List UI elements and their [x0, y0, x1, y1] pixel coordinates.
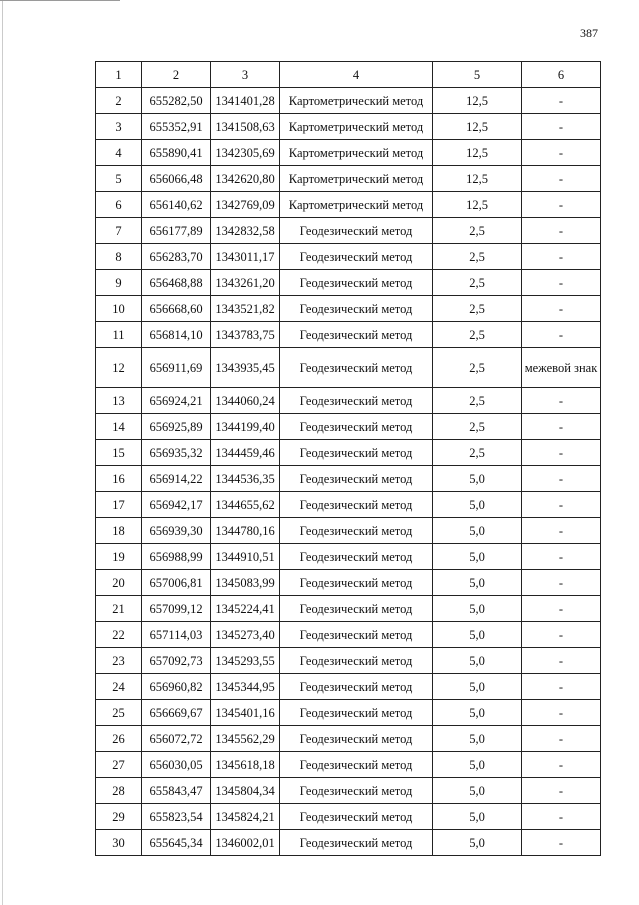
- table-row: [96, 88, 601, 114]
- table-row: [96, 648, 601, 674]
- table-row: [96, 544, 601, 570]
- method-cell: Геодезический метод: [280, 244, 433, 270]
- accuracy-cell: 2,5: [433, 218, 522, 244]
- accuracy-cell: 2,5: [433, 388, 522, 414]
- accuracy-cell: 2,5: [433, 414, 522, 440]
- note-cell: -: [522, 296, 601, 322]
- scan-edge: [2, 0, 3, 905]
- y-coordinate-cell: 1344459,46: [211, 440, 280, 466]
- x-coordinate-cell: 655823,54: [142, 804, 211, 830]
- table-row: [96, 752, 601, 778]
- note-cell: -: [522, 466, 601, 492]
- note-cell: -: [522, 518, 601, 544]
- y-coordinate-cell: 1344536,35: [211, 466, 280, 492]
- x-coordinate-cell: 656935,32: [142, 440, 211, 466]
- note-cell: -: [522, 192, 601, 218]
- header-cell: 6: [522, 62, 601, 88]
- y-coordinate-cell: 1342620,80: [211, 166, 280, 192]
- x-coordinate-cell: 656814,10: [142, 322, 211, 348]
- accuracy-cell: 2,5: [433, 296, 522, 322]
- method-cell: Геодезический метод: [280, 296, 433, 322]
- note-cell: -: [522, 414, 601, 440]
- x-coordinate-cell: 656960,82: [142, 674, 211, 700]
- table-row: [96, 414, 601, 440]
- x-coordinate-cell: 656669,67: [142, 700, 211, 726]
- x-coordinate-cell: 656283,70: [142, 244, 211, 270]
- y-coordinate-cell: 1345083,99: [211, 570, 280, 596]
- accuracy-cell: 2,5: [433, 348, 522, 388]
- note-cell: -: [522, 622, 601, 648]
- method-cell: Геодезический метод: [280, 830, 433, 856]
- accuracy-cell: 5,0: [433, 830, 522, 856]
- method-cell: Геодезический метод: [280, 518, 433, 544]
- method-cell: Геодезический метод: [280, 804, 433, 830]
- table-row: [96, 166, 601, 192]
- y-coordinate-cell: 1344199,40: [211, 414, 280, 440]
- x-coordinate-cell: 656177,89: [142, 218, 211, 244]
- x-coordinate-cell: 656942,17: [142, 492, 211, 518]
- accuracy-cell: 5,0: [433, 778, 522, 804]
- point-number-cell: 8: [96, 244, 142, 270]
- note-cell: -: [522, 270, 601, 296]
- accuracy-cell: 5,0: [433, 752, 522, 778]
- table-row: [96, 388, 601, 414]
- y-coordinate-cell: 1345273,40: [211, 622, 280, 648]
- point-number-cell: 18: [96, 518, 142, 544]
- x-coordinate-cell: 656911,69: [142, 348, 211, 388]
- accuracy-cell: 12,5: [433, 192, 522, 218]
- note-cell: -: [522, 674, 601, 700]
- method-cell: Геодезический метод: [280, 322, 433, 348]
- method-cell: Геодезический метод: [280, 492, 433, 518]
- y-coordinate-cell: 1342832,58: [211, 218, 280, 244]
- table-row: [96, 700, 601, 726]
- coordinates-table: [95, 61, 601, 856]
- x-coordinate-cell: 656140,62: [142, 192, 211, 218]
- method-cell: Геодезический метод: [280, 778, 433, 804]
- x-coordinate-cell: 657099,12: [142, 596, 211, 622]
- y-coordinate-cell: 1343261,20: [211, 270, 280, 296]
- y-coordinate-cell: 1345804,34: [211, 778, 280, 804]
- x-coordinate-cell: 655645,34: [142, 830, 211, 856]
- accuracy-cell: 5,0: [433, 544, 522, 570]
- x-coordinate-cell: 655282,50: [142, 88, 211, 114]
- accuracy-cell: 2,5: [433, 322, 522, 348]
- y-coordinate-cell: 1345344,95: [211, 674, 280, 700]
- point-number-cell: 19: [96, 544, 142, 570]
- table-row: [96, 296, 601, 322]
- point-number-cell: 27: [96, 752, 142, 778]
- note-cell: -: [522, 440, 601, 466]
- y-coordinate-cell: 1342769,09: [211, 192, 280, 218]
- header-cell: 2: [142, 62, 211, 88]
- point-number-cell: 4: [96, 140, 142, 166]
- method-cell: Геодезический метод: [280, 388, 433, 414]
- y-coordinate-cell: 1345824,21: [211, 804, 280, 830]
- table-row: [96, 140, 601, 166]
- method-cell: Картометрический метод: [280, 114, 433, 140]
- point-number-cell: 13: [96, 388, 142, 414]
- table-row: [96, 830, 601, 856]
- table-row: [96, 518, 601, 544]
- note-cell: -: [522, 726, 601, 752]
- accuracy-cell: 2,5: [433, 270, 522, 296]
- point-number-cell: 26: [96, 726, 142, 752]
- x-coordinate-cell: 655890,41: [142, 140, 211, 166]
- method-cell: Геодезический метод: [280, 596, 433, 622]
- x-coordinate-cell: 656924,21: [142, 388, 211, 414]
- y-coordinate-cell: 1345562,29: [211, 726, 280, 752]
- method-cell: Геодезический метод: [280, 440, 433, 466]
- table-row: [96, 440, 601, 466]
- note-cell: -: [522, 830, 601, 856]
- table-row: [96, 466, 601, 492]
- point-number-cell: 14: [96, 414, 142, 440]
- method-cell: Геодезический метод: [280, 544, 433, 570]
- note-cell: -: [522, 388, 601, 414]
- x-coordinate-cell: 657006,81: [142, 570, 211, 596]
- accuracy-cell: 5,0: [433, 674, 522, 700]
- point-number-cell: 20: [96, 570, 142, 596]
- table-row: [96, 492, 601, 518]
- point-number-cell: 7: [96, 218, 142, 244]
- point-number-cell: 11: [96, 322, 142, 348]
- accuracy-cell: 5,0: [433, 804, 522, 830]
- table-row: [96, 348, 601, 388]
- accuracy-cell: 2,5: [433, 440, 522, 466]
- table-row: [96, 244, 601, 270]
- note-cell: -: [522, 88, 601, 114]
- note-cell: -: [522, 492, 601, 518]
- note-cell: -: [522, 700, 601, 726]
- method-cell: Геодезический метод: [280, 622, 433, 648]
- point-number-cell: 6: [96, 192, 142, 218]
- method-cell: Геодезический метод: [280, 466, 433, 492]
- y-coordinate-cell: 1345618,18: [211, 752, 280, 778]
- header-cell: 5: [433, 62, 522, 88]
- note-cell: -: [522, 218, 601, 244]
- header-cell: 3: [211, 62, 280, 88]
- point-number-cell: 17: [96, 492, 142, 518]
- table-row: [96, 322, 601, 348]
- accuracy-cell: 12,5: [433, 114, 522, 140]
- y-coordinate-cell: 1345224,41: [211, 596, 280, 622]
- accuracy-cell: 12,5: [433, 140, 522, 166]
- table-row: [96, 674, 601, 700]
- y-coordinate-cell: 1343011,17: [211, 244, 280, 270]
- point-number-cell: 30: [96, 830, 142, 856]
- method-cell: Геодезический метод: [280, 648, 433, 674]
- accuracy-cell: 5,0: [433, 622, 522, 648]
- accuracy-cell: 5,0: [433, 596, 522, 622]
- accuracy-cell: 2,5: [433, 244, 522, 270]
- y-coordinate-cell: 1346002,01: [211, 830, 280, 856]
- point-number-cell: 21: [96, 596, 142, 622]
- x-coordinate-cell: 656030,05: [142, 752, 211, 778]
- table-row: [96, 192, 601, 218]
- x-coordinate-cell: 655843,47: [142, 778, 211, 804]
- note-cell: -: [522, 596, 601, 622]
- accuracy-cell: 5,0: [433, 700, 522, 726]
- table-row: [96, 778, 601, 804]
- point-number-cell: 23: [96, 648, 142, 674]
- method-cell: Геодезический метод: [280, 674, 433, 700]
- point-number-cell: 3: [96, 114, 142, 140]
- header-cell: 4: [280, 62, 433, 88]
- method-cell: Картометрический метод: [280, 166, 433, 192]
- note-cell: -: [522, 166, 601, 192]
- accuracy-cell: 5,0: [433, 726, 522, 752]
- note-cell: -: [522, 322, 601, 348]
- table-row: [96, 726, 601, 752]
- table-row: [96, 570, 601, 596]
- point-number-cell: 2: [96, 88, 142, 114]
- x-coordinate-cell: 656066,48: [142, 166, 211, 192]
- y-coordinate-cell: 1342305,69: [211, 140, 280, 166]
- point-number-cell: 24: [96, 674, 142, 700]
- point-number-cell: 15: [96, 440, 142, 466]
- table-row: [96, 270, 601, 296]
- method-cell: Картометрический метод: [280, 192, 433, 218]
- method-cell: Геодезический метод: [280, 218, 433, 244]
- note-cell: межевой знак: [522, 348, 601, 388]
- y-coordinate-cell: 1344060,24: [211, 388, 280, 414]
- x-coordinate-cell: 657092,73: [142, 648, 211, 674]
- x-coordinate-cell: 655352,91: [142, 114, 211, 140]
- method-cell: Геодезический метод: [280, 348, 433, 388]
- table-row: [96, 622, 601, 648]
- x-coordinate-cell: 656988,99: [142, 544, 211, 570]
- note-cell: -: [522, 544, 601, 570]
- accuracy-cell: 5,0: [433, 492, 522, 518]
- method-cell: Картометрический метод: [280, 140, 433, 166]
- accuracy-cell: 12,5: [433, 166, 522, 192]
- table-row: [96, 114, 601, 140]
- header-cell: 1: [96, 62, 142, 88]
- y-coordinate-cell: 1341508,63: [211, 114, 280, 140]
- note-cell: -: [522, 140, 601, 166]
- y-coordinate-cell: 1344910,51: [211, 544, 280, 570]
- table-row: [96, 218, 601, 244]
- scan-top-line: [0, 0, 120, 1]
- point-number-cell: 25: [96, 700, 142, 726]
- note-cell: -: [522, 752, 601, 778]
- y-coordinate-cell: 1345293,55: [211, 648, 280, 674]
- note-cell: -: [522, 570, 601, 596]
- method-cell: Геодезический метод: [280, 414, 433, 440]
- y-coordinate-cell: 1345401,16: [211, 700, 280, 726]
- point-number-cell: 5: [96, 166, 142, 192]
- x-coordinate-cell: 656939,30: [142, 518, 211, 544]
- x-coordinate-cell: 656668,60: [142, 296, 211, 322]
- table-header-row: [96, 62, 601, 88]
- accuracy-cell: 5,0: [433, 466, 522, 492]
- point-number-cell: 22: [96, 622, 142, 648]
- y-coordinate-cell: 1341401,28: [211, 88, 280, 114]
- note-cell: -: [522, 778, 601, 804]
- method-cell: Геодезический метод: [280, 752, 433, 778]
- table-row: [96, 804, 601, 830]
- note-cell: -: [522, 648, 601, 674]
- accuracy-cell: 5,0: [433, 570, 522, 596]
- y-coordinate-cell: 1343783,75: [211, 322, 280, 348]
- method-cell: Геодезический метод: [280, 726, 433, 752]
- y-coordinate-cell: 1343935,45: [211, 348, 280, 388]
- table-row: [96, 596, 601, 622]
- note-cell: -: [522, 804, 601, 830]
- y-coordinate-cell: 1344780,16: [211, 518, 280, 544]
- table-body: [96, 62, 601, 856]
- accuracy-cell: 5,0: [433, 648, 522, 674]
- method-cell: Картометрический метод: [280, 88, 433, 114]
- accuracy-cell: 12,5: [433, 88, 522, 114]
- point-number-cell: 12: [96, 348, 142, 388]
- point-number-cell: 28: [96, 778, 142, 804]
- accuracy-cell: 5,0: [433, 518, 522, 544]
- point-number-cell: 29: [96, 804, 142, 830]
- x-coordinate-cell: 656468,88: [142, 270, 211, 296]
- point-number-cell: 10: [96, 296, 142, 322]
- point-number-cell: 16: [96, 466, 142, 492]
- x-coordinate-cell: 656072,72: [142, 726, 211, 752]
- x-coordinate-cell: 657114,03: [142, 622, 211, 648]
- page-number: 387: [580, 26, 598, 40]
- method-cell: Геодезический метод: [280, 570, 433, 596]
- method-cell: Геодезический метод: [280, 270, 433, 296]
- x-coordinate-cell: 656914,22: [142, 466, 211, 492]
- note-cell: -: [522, 114, 601, 140]
- point-number-cell: 9: [96, 270, 142, 296]
- method-cell: Геодезический метод: [280, 700, 433, 726]
- y-coordinate-cell: 1343521,82: [211, 296, 280, 322]
- x-coordinate-cell: 656925,89: [142, 414, 211, 440]
- note-cell: -: [522, 244, 601, 270]
- y-coordinate-cell: 1344655,62: [211, 492, 280, 518]
